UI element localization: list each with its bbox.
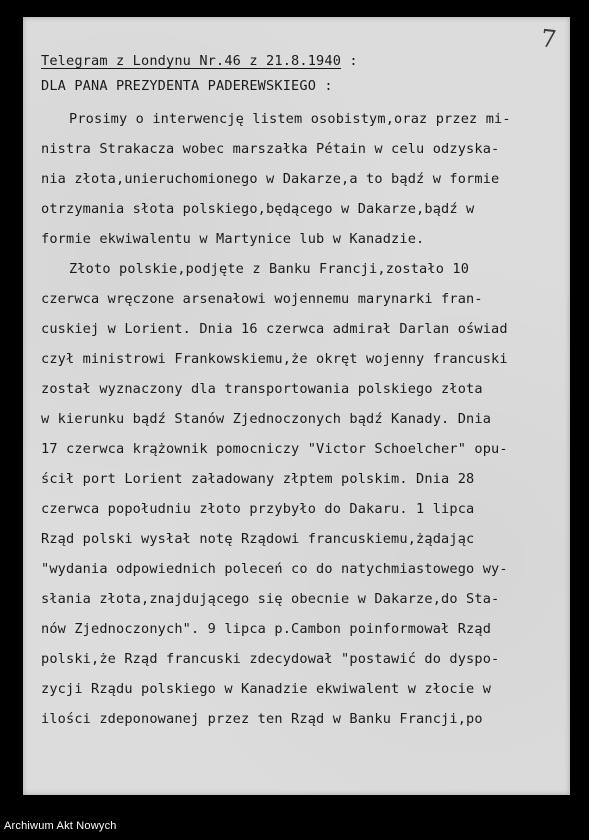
text-line: czerwca popołudniu złoto przybyło do Dakaru. 1 lipca	[41, 501, 475, 517]
text-line: zycji Rządu polskiego w Kanadzie ekwiwalent w złocie w	[41, 681, 492, 697]
text-line: cuskiej w Lorient. Dnia 16 czerwca admirał Darlan oświad	[41, 321, 508, 337]
text-line: czył ministrowi Frankowskiemu,że okręt wojenny francuski	[41, 351, 508, 367]
text-line: nia złota,unieruchomionego w Dakarze,a to bądź w formie	[41, 171, 500, 187]
text-line: ilości zdeponowanej przez ten Rząd w Banku Francji,po	[41, 711, 483, 727]
text-line: w kierunku bądź Stanów Zjednoczonych bądź Kanady. Dnia	[41, 411, 492, 427]
text-line: nów Zjednoczonych". 9 lipca p.Cambon poinformował Rząd	[41, 621, 492, 637]
text-line: formie ekwiwalentu w Martynice lub w Kanadzie.	[41, 231, 425, 247]
text-line: słania złota,znajdującego się obecnie w Dakarze,do Sta-	[41, 591, 500, 607]
document-page	[23, 17, 570, 795]
text-line: polski,że Rząd francuski zdecydował "postawić do dyspo-	[41, 651, 500, 667]
telegram-heading	[41, 46, 566, 76]
text-line: nistra Strakacza wobec marszałka Pétain w celu odzyska-	[41, 141, 500, 157]
text-line: otrzymania słota polskiego,będącego w Dakarze,bądź w	[41, 201, 475, 217]
paragraph-1	[41, 104, 566, 254]
text-line: Rząd polski wysłał notę Rządowi francuskiemu,żądając	[41, 531, 475, 547]
archive-label: Archiwum Akt Nowych	[4, 820, 117, 832]
text-line: ścił port Lorient załadowany złptem polskim. Dnia 28	[41, 471, 475, 487]
telegram-heading-title: Telegram z Londynu Nr.46 z 21.8.1940	[41, 53, 342, 69]
text-line: Złoto polskie,podjęte z Banku Francji,zostało 10	[69, 261, 470, 277]
text-line: "wydania odpowiednich poleceń co do natychmiastowego wy-	[41, 561, 508, 577]
telegram-text	[41, 46, 566, 734]
addressee-line: DLA PANA PREZYDENTA PADEREWSKIEGO :	[41, 78, 333, 94]
paragraph-2	[41, 254, 566, 734]
telegram-heading-suffix: :	[341, 53, 358, 69]
text-line: 17 czerwca krążownik pomocniczy "Victor Schoelcher" opu-	[41, 441, 508, 457]
text-line: czerwca wręczone arsenałowi wojennemu marynarki fran-	[41, 291, 483, 307]
text-line: został wyznaczony dla transportowania polskiego złota	[41, 381, 483, 397]
folio-number: 7	[539, 24, 558, 54]
text-line: Prosimy o interwencję listem osobistym,oraz przez mi-	[69, 111, 511, 127]
